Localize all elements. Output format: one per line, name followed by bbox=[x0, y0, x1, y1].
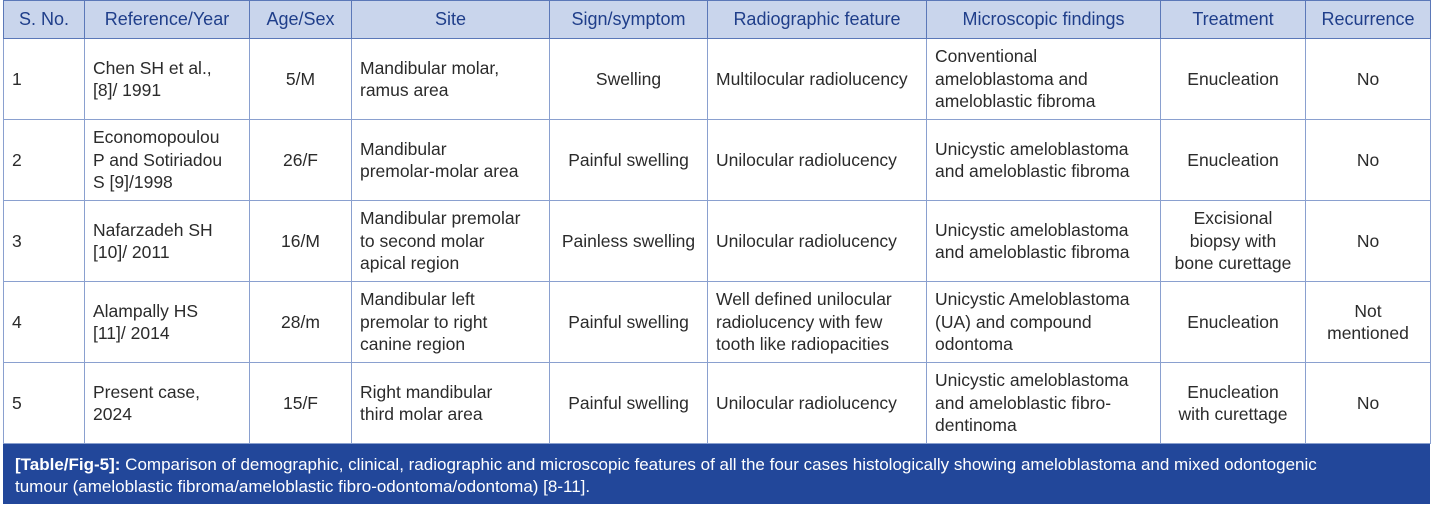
cell-recurrence bbox=[1306, 39, 1431, 120]
cell-line: Economopoulou bbox=[93, 127, 220, 148]
cell-text: 15/F bbox=[282, 392, 319, 413]
header-microscopic: Microscopic findings bbox=[927, 1, 1161, 39]
cell-microscopic bbox=[927, 201, 1161, 282]
cell-text: 26/F bbox=[282, 149, 319, 170]
cell-line: Swelling bbox=[595, 68, 662, 89]
cell-treatment bbox=[1161, 201, 1306, 282]
cell-line: Painful swelling bbox=[568, 149, 689, 170]
cell-treatment bbox=[1161, 120, 1306, 201]
cell-line: dentinoma bbox=[935, 415, 1017, 436]
cell-line: Excisional bbox=[1193, 208, 1273, 229]
cell-line: Conventional bbox=[935, 46, 1038, 67]
header-radiographic: Radiographic feature bbox=[708, 1, 927, 39]
cell-microscopic bbox=[927, 39, 1161, 120]
cell-radiographic bbox=[708, 120, 927, 201]
cell-microscopic bbox=[927, 363, 1161, 444]
cell-line: ramus area bbox=[360, 80, 449, 100]
cell-line: [11]/ 2014 bbox=[93, 323, 170, 343]
cell-sno bbox=[4, 39, 85, 120]
cell-line: Painful swelling bbox=[568, 392, 689, 413]
cell-sno bbox=[4, 120, 85, 201]
cell-line: (UA) and compound bbox=[935, 311, 1092, 332]
cell-line: ameloblastic fibroma bbox=[935, 91, 1096, 112]
header-recurrence: Recurrence bbox=[1306, 1, 1431, 39]
cell-line: Multilocular radiolucency bbox=[716, 68, 908, 89]
cell-line: No bbox=[1356, 392, 1380, 413]
cell-radiographic bbox=[708, 39, 927, 120]
cell-recurrence bbox=[1306, 120, 1431, 201]
cell-line: premolar to right bbox=[360, 311, 488, 332]
cell-radiographic bbox=[708, 363, 927, 444]
cell-sno bbox=[4, 363, 85, 444]
cell-reference bbox=[85, 282, 250, 363]
cell-line: radiolucency with few bbox=[716, 311, 883, 332]
cell-radiographic bbox=[708, 201, 927, 282]
cell-line: premolar-molar area bbox=[360, 161, 519, 181]
table-row bbox=[4, 282, 1431, 363]
cell-line: Unicystic ameloblastoma bbox=[935, 219, 1129, 240]
cell-line: Nafarzadeh SH bbox=[93, 219, 213, 240]
cell-line: Unicystic ameloblastoma bbox=[935, 138, 1129, 159]
cell-line: tooth like radiopacities bbox=[716, 334, 890, 355]
cell-sign bbox=[550, 201, 708, 282]
cell-text: 1 bbox=[12, 68, 22, 89]
cell-age-sex bbox=[250, 120, 352, 201]
cell-sno bbox=[4, 282, 85, 363]
cell-age-sex bbox=[250, 363, 352, 444]
cell-age-sex bbox=[250, 282, 352, 363]
cell-line: Enucleation bbox=[1187, 311, 1279, 332]
cell-age-sex bbox=[250, 201, 352, 282]
cell-text: 3 bbox=[12, 230, 22, 251]
cell-line: odontoma bbox=[935, 334, 1013, 355]
cell-line: mentioned bbox=[1327, 323, 1409, 343]
cell-line: Mandibular bbox=[360, 138, 447, 159]
table-row bbox=[4, 120, 1431, 201]
cell-line: Painful swelling bbox=[568, 311, 689, 332]
caption-text-1: Comparison of demographic, clinical, radiographic and microscopic features of all the four cases histologically showing ameloblastoma and mixed odontogenic bbox=[120, 455, 1317, 474]
cell-sign bbox=[550, 120, 708, 201]
cell-line: Unilocular radiolucency bbox=[716, 392, 897, 413]
header-reference: Reference/Year bbox=[85, 1, 250, 39]
cell-line: and ameloblastic fibroma bbox=[935, 242, 1130, 262]
cell-line: canine region bbox=[360, 334, 466, 355]
cell-line: S [9]/1998 bbox=[93, 172, 173, 193]
cell-line: Mandibular molar, bbox=[360, 57, 500, 78]
cell-site bbox=[352, 201, 550, 282]
cell-line: Unilocular radiolucency bbox=[716, 149, 897, 170]
caption-label: [Table/Fig-5]: bbox=[15, 455, 121, 474]
header-site: Site bbox=[352, 1, 550, 39]
header-sign: Sign/symptom bbox=[550, 1, 708, 39]
cell-site bbox=[352, 363, 550, 444]
cell-line: Unicystic ameloblastoma bbox=[935, 370, 1129, 391]
cell-line: Not bbox=[1354, 300, 1382, 321]
cell-sno bbox=[4, 201, 85, 282]
header-age-sex: Age/Sex bbox=[250, 1, 352, 39]
cell-treatment bbox=[1161, 363, 1306, 444]
cell-site bbox=[352, 120, 550, 201]
cell-line: and ameloblastic fibro- bbox=[935, 392, 1112, 413]
cell-line: bone curettage bbox=[1174, 253, 1292, 274]
cell-site bbox=[352, 39, 550, 120]
cell-line: Unilocular radiolucency bbox=[716, 230, 897, 251]
cell-line: with curettage bbox=[1178, 404, 1288, 424]
cell-line: Enucleation bbox=[1187, 381, 1279, 402]
cell-line: No bbox=[1356, 230, 1380, 251]
cell-recurrence bbox=[1306, 282, 1431, 363]
cell-reference bbox=[85, 39, 250, 120]
cell-line: Painless swelling bbox=[561, 230, 696, 251]
cell-line: Enucleation bbox=[1187, 149, 1279, 170]
header-row bbox=[4, 1, 1431, 39]
table-figure bbox=[3, 0, 1430, 504]
cell-sign bbox=[550, 39, 708, 120]
cell-line: P and Sotiriadou bbox=[93, 149, 223, 170]
cell-text: 2 bbox=[12, 149, 22, 170]
cell-line: No bbox=[1356, 149, 1380, 170]
cell-microscopic bbox=[927, 282, 1161, 363]
cell-radiographic bbox=[708, 282, 927, 363]
cell-line: to second molar bbox=[360, 230, 485, 251]
cell-line: Present case, bbox=[93, 381, 200, 402]
cell-line: 2024 bbox=[93, 404, 132, 424]
cell-line: Unicystic Ameloblastoma bbox=[935, 289, 1130, 310]
cell-text: 5/M bbox=[285, 68, 316, 89]
cell-reference bbox=[85, 120, 250, 201]
cell-recurrence bbox=[1306, 201, 1431, 282]
cell-reference bbox=[85, 201, 250, 282]
cell-line: Enucleation bbox=[1187, 68, 1279, 89]
cell-recurrence bbox=[1306, 363, 1431, 444]
table-caption bbox=[3, 444, 1430, 504]
cell-sign bbox=[550, 282, 708, 363]
cell-text: 4 bbox=[12, 311, 22, 332]
cell-microscopic bbox=[927, 120, 1161, 201]
cell-line: and ameloblastic fibroma bbox=[935, 161, 1130, 181]
cell-text: 28/m bbox=[281, 311, 320, 332]
cell-reference bbox=[85, 363, 250, 444]
cell-age-sex bbox=[250, 39, 352, 120]
cell-line: biopsy with bbox=[1189, 230, 1277, 251]
table-row bbox=[4, 363, 1431, 444]
header-sno: S. No. bbox=[4, 1, 85, 39]
table-row bbox=[4, 39, 1431, 120]
header-treatment: Treatment bbox=[1161, 1, 1306, 39]
cell-line: Well defined unilocular bbox=[716, 289, 892, 310]
cell-line: ameloblastoma and bbox=[935, 68, 1088, 89]
table-row bbox=[4, 201, 1431, 282]
cell-line: [8]/ 1991 bbox=[93, 80, 162, 100]
cell-line: Mandibular premolar bbox=[360, 208, 521, 229]
cell-line: Right mandibular bbox=[360, 381, 493, 402]
caption-text-2: tumour (ameloblastic fibroma/ameloblastic fibro-odontoma/odontoma) [8-11]. bbox=[15, 477, 591, 496]
cell-treatment bbox=[1161, 282, 1306, 363]
cell-site bbox=[352, 282, 550, 363]
cell-text: 16/M bbox=[281, 230, 320, 251]
comparison-table bbox=[3, 0, 1431, 444]
cell-line: No bbox=[1356, 68, 1380, 89]
cell-treatment bbox=[1161, 39, 1306, 120]
cell-line: Alampally HS bbox=[93, 300, 199, 321]
cell-line: Mandibular left bbox=[360, 289, 475, 310]
cell-sign bbox=[550, 363, 708, 444]
cell-line: Chen SH et al., bbox=[93, 57, 212, 78]
cell-line: third molar area bbox=[360, 404, 483, 424]
cell-line: apical region bbox=[360, 253, 460, 274]
cell-line: [10]/ 2011 bbox=[93, 242, 170, 262]
cell-text: 5 bbox=[12, 392, 22, 413]
